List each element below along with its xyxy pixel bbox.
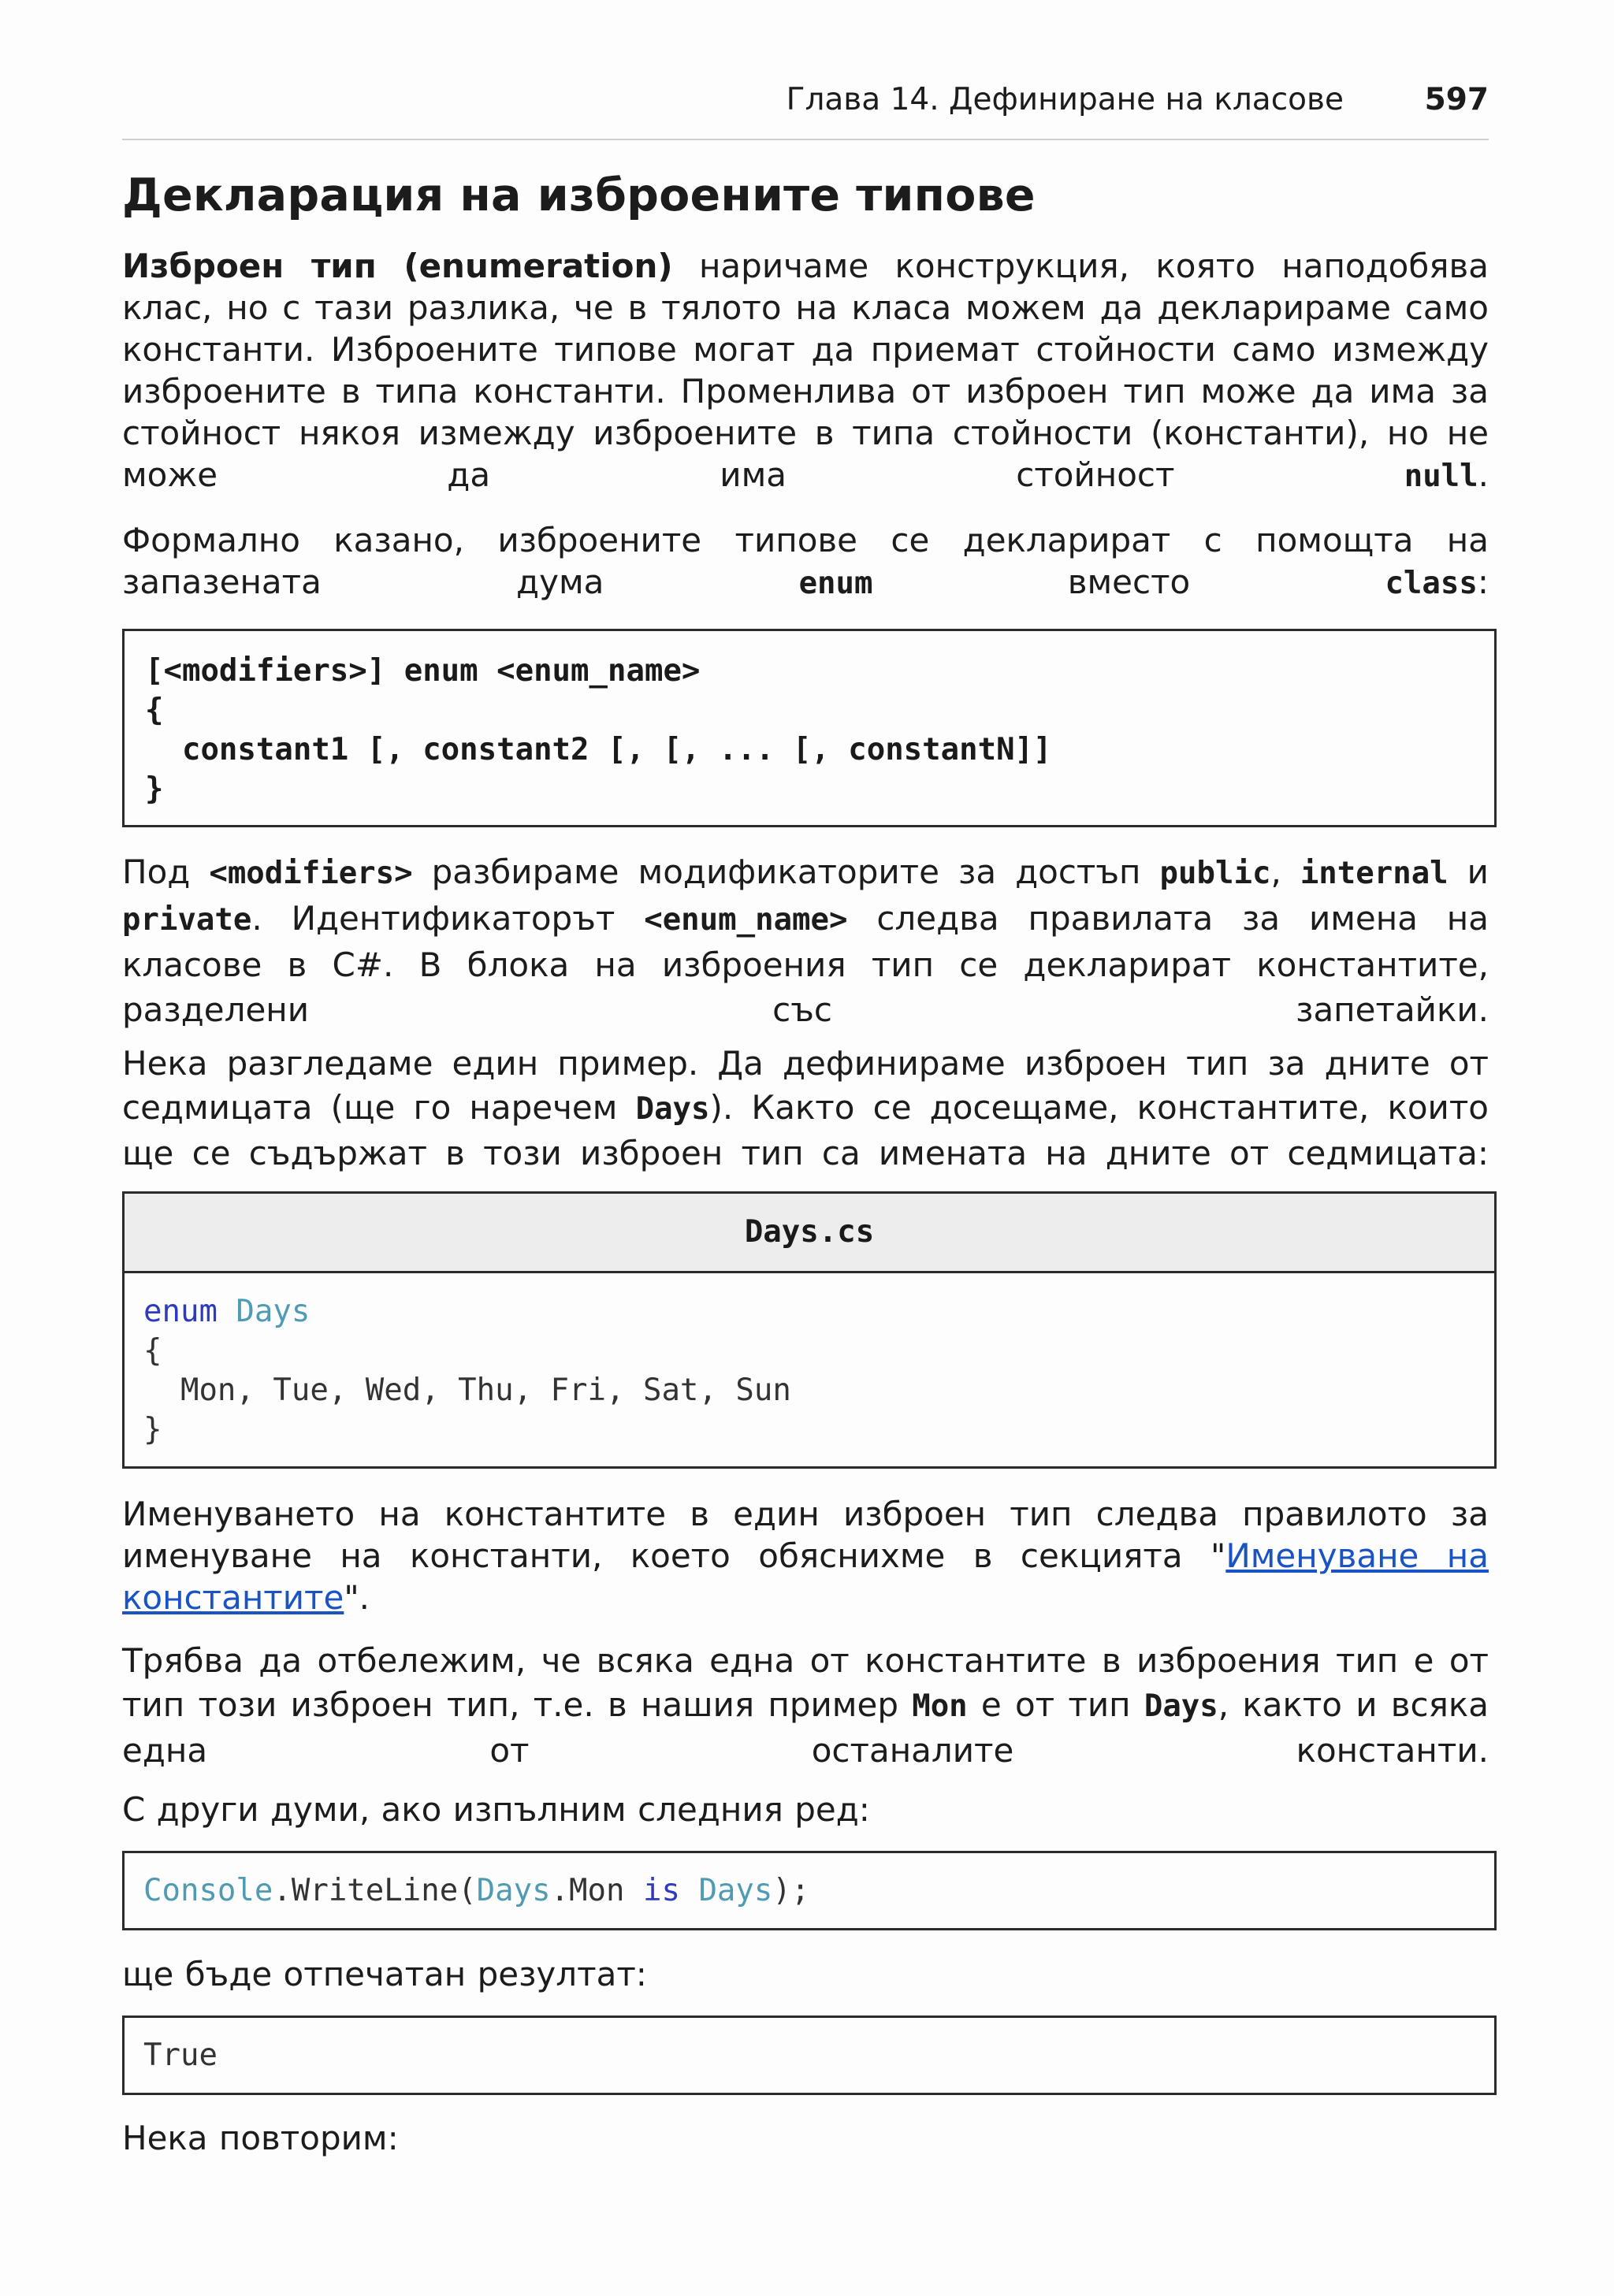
inline-code-class: class: [1385, 566, 1478, 601]
paragraph-formal: [122, 519, 1489, 604]
code-keyword-is: is: [642, 1873, 680, 1908]
inline-code-enum-name: <enum_name>: [644, 902, 848, 938]
code-keyword-enum: enum: [143, 1294, 218, 1329]
code-type-days: Days: [236, 1294, 311, 1329]
code-line: [<modifiers>] enum <enum_name>: [145, 653, 701, 689]
paragraph-text: ,: [1270, 853, 1300, 891]
code-type-console: Console: [143, 1873, 273, 1908]
code-line: constant1 [, constant2 [, [, ... [, constantN]]: [145, 732, 1052, 767]
running-header: [122, 82, 1489, 140]
inline-code-private: private: [122, 902, 252, 938]
paragraph-repeat: Нека повторим:: [122, 2119, 399, 2157]
paragraph-text: Нека разгледаме един пример. Да дефинираме изброен тип за дните от седмицата (ще го наречем: [122, 1044, 1489, 1127]
inline-code-internal: internal: [1300, 856, 1449, 891]
link-naming-constants[interactable]: Именуване на константите: [122, 1536, 1489, 1617]
paragraph-text: наричаме конструкция, която наподобява клас, но с тази разлика, че в тялото на класа можем да декларираме само константи. Изброените типове могат да приемат стойности само измежду изброените в типа константи. Променлива от изброен тип може да има за стойност някоя измежду изброените в типа стойности (константи), но не може да има стойност: [122, 247, 1489, 494]
syntax-code-block: [122, 629, 1497, 827]
paragraph-text: и: [1448, 853, 1489, 891]
paragraph-text: Именуването на константите в един изброен тип следва правилото за именуване на константи, което обяснихме в секцията ": [122, 1495, 1489, 1575]
paragraph-text: следва правилата за имена на класове в C#. В блока на изброения тип се декларират константите, разделени със запетайки.: [122, 899, 1489, 1029]
paragraph-text: , както и всяка една от останалите константи.: [122, 1685, 1489, 1770]
console-code-block: [122, 1851, 1497, 1930]
output-code-block: [122, 2016, 1497, 2095]
inline-code-modifiers: <modifiers>: [209, 856, 413, 891]
paragraph-text: разбираме модификаторите за достъп: [412, 853, 1160, 891]
page-number: 597: [1424, 82, 1489, 117]
paragraph-example-intro: [122, 1042, 1489, 1176]
paragraph-text: Под: [122, 853, 210, 891]
code-line: Mon, Tue, Wed, Thu, Fri, Sat, Sun: [143, 1373, 791, 1408]
paragraph-text: .: [1478, 455, 1489, 494]
code-type-days: Days: [476, 1873, 551, 1908]
paragraph-result: ще бъде отпечатан резултат:: [122, 1955, 647, 1993]
paragraph-text: . Идентификаторът: [251, 899, 645, 938]
paragraph-other-words: С други думи, ако изпълним следния ред:: [122, 1790, 870, 1829]
code-text: .WriteLine(: [273, 1873, 477, 1908]
paragraph-type-note: [122, 1639, 1489, 1773]
paragraph-text: Трябва да отбележим, че всяка една от константите в изброения тип е от тип този изброен тип, т.е. в нашия пример: [122, 1641, 1489, 1724]
paragraph-text: вместо: [872, 563, 1385, 601]
code-line: }: [143, 1412, 162, 1447]
paragraph-modifiers: [122, 849, 1489, 1032]
paragraph-naming: [122, 1493, 1489, 1618]
paragraph-enum-definition: [122, 245, 1489, 497]
inline-code-days: Days: [1144, 1689, 1218, 1724]
days-code-block: [122, 1191, 1497, 1469]
code-text: );: [772, 1873, 810, 1908]
paragraph-text: ). Както се досещаме, константите, които ще се съдържат в този изброен тип са имената на дните от седмицата:: [122, 1088, 1489, 1172]
code-line: }: [145, 771, 164, 807]
code-output: True: [143, 2038, 218, 2073]
paragraph-text: Формално казано, изброените типове се декларират с помощта на запазената дума: [122, 521, 1489, 601]
inline-code-days: Days: [635, 1091, 710, 1127]
inline-code-public: public: [1159, 856, 1271, 891]
paragraph-text: :: [1477, 563, 1489, 601]
term-enumeration: Изброен тип (enumeration): [122, 247, 673, 285]
code-text: [680, 1873, 698, 1908]
inline-code-null: null: [1404, 459, 1478, 494]
code-type-days: Days: [698, 1873, 773, 1908]
paragraph-text: е от тип: [967, 1685, 1144, 1724]
code-file-title: Days.cs: [125, 1194, 1494, 1273]
code-line: {: [145, 693, 164, 728]
inline-code-enum: enum: [798, 566, 873, 601]
inline-code-mon: Mon: [912, 1689, 968, 1724]
chapter-title: Глава 14. Дефиниране на класове: [786, 82, 1344, 117]
code-line: {: [143, 1333, 162, 1369]
code-text: .Mon: [550, 1873, 643, 1908]
paragraph-text: ".: [344, 1578, 370, 1617]
section-heading: Декларация на изброените типове: [122, 169, 1036, 221]
